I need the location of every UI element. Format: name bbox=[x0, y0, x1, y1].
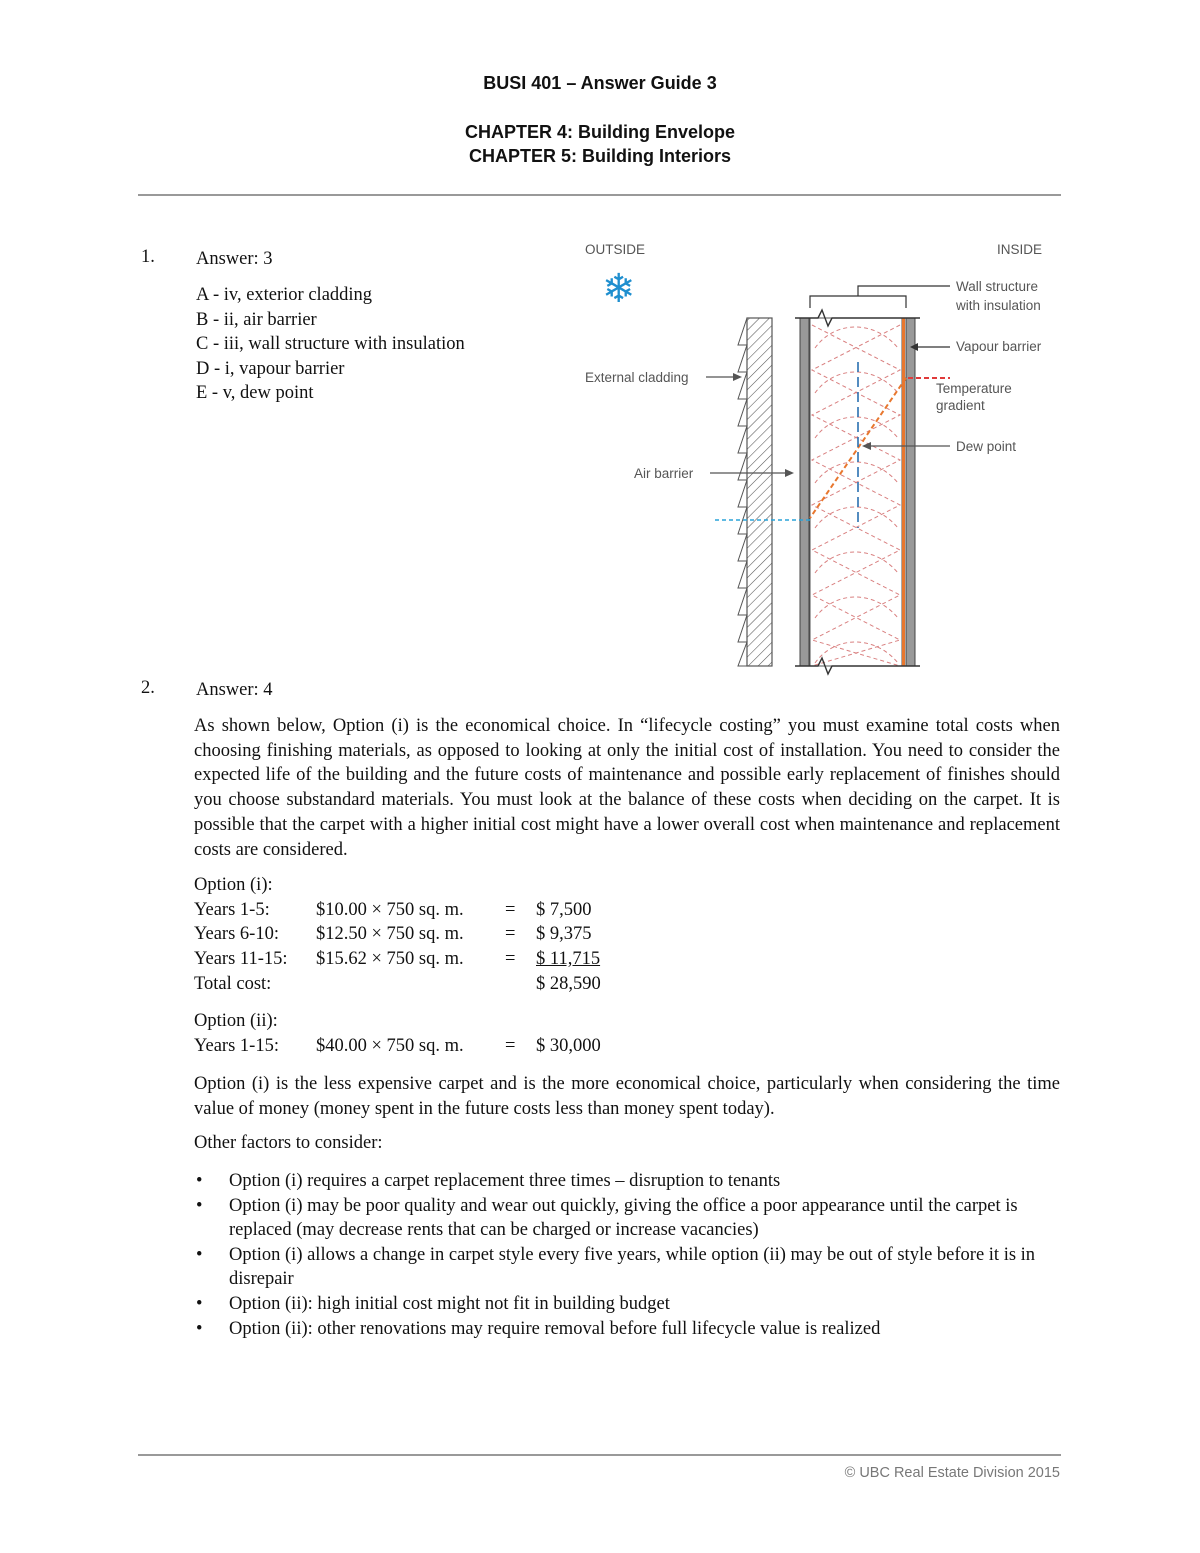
match-item: A - iv, exterior cladding bbox=[196, 285, 373, 305]
wall-structure-label: Wall structure bbox=[956, 279, 1039, 294]
wall-structure-leader bbox=[858, 286, 950, 296]
vapour-barrier-layer bbox=[902, 318, 905, 666]
question-1-number: 1. bbox=[141, 247, 155, 267]
equals-cell: = bbox=[505, 1036, 516, 1056]
question-2-answer: Answer: 4 bbox=[196, 680, 273, 700]
option-1-label: Option (i): bbox=[194, 875, 273, 895]
option-2-label: Option (ii): bbox=[194, 1011, 278, 1031]
amount-cell: $ 30,000 bbox=[536, 1036, 601, 1056]
header-divider bbox=[138, 194, 1061, 196]
inside-label: INSIDE bbox=[997, 242, 1043, 257]
calc-cell: $10.00 × 750 sq. m. bbox=[316, 900, 464, 920]
list-item: • Option (i) allows a change in carpet style every five years, while option (ii) may be out of style before it is in disrepair bbox=[194, 1243, 1060, 1292]
equals-cell: = bbox=[505, 900, 516, 920]
wall-structure-bracket bbox=[810, 296, 906, 308]
building-envelope-diagram bbox=[570, 230, 1070, 680]
list-item: • Option (ii): other renovations may require removal before full lifecycle value is realized bbox=[194, 1317, 1060, 1342]
air-barrier-label: Air barrier bbox=[634, 466, 694, 481]
amount-cell: $ 7,500 bbox=[536, 900, 592, 920]
match-item: E - v, dew point bbox=[196, 383, 314, 404]
temperature-gradient-label: Temperature bbox=[936, 381, 1012, 396]
years-cell: Years 1-5: bbox=[194, 900, 270, 920]
other-factors-list bbox=[194, 1169, 1060, 1341]
years-cell: Years 11-15: bbox=[194, 949, 288, 969]
match-item: B - ii, air barrier bbox=[196, 309, 317, 330]
question-1-matches bbox=[196, 283, 465, 406]
snowflake-icon: ❄ bbox=[602, 266, 636, 312]
footer-copyright: © UBC Real Estate Division 2015 bbox=[844, 1465, 1060, 1481]
list-item: • Option (ii): high initial cost might not fit in building budget bbox=[194, 1292, 1060, 1317]
air-barrier-layer bbox=[800, 318, 809, 666]
air-barrier-arrowhead bbox=[785, 469, 794, 477]
equals-cell: = bbox=[505, 949, 516, 969]
question-1-answer: Answer: 3 bbox=[196, 249, 273, 269]
match-item: D - i, vapour barrier bbox=[196, 358, 345, 379]
match-item: C - iii, wall structure with insulation bbox=[196, 334, 465, 355]
lifecycle-paragraph: As shown below, Option (i) is the economical choice. In “lifecycle costing” you must examine total costs when choosing finishing materials, as opposed to looking at only the initial cost of installation. You need to consider the expected life of the building and the future costs of maintenance and possible early replacement of finishes should you choose substandard materials. You must look at the balance of these costs when deciding on the carpet. It is possible that the carpet with a higher initial cost might have a lower overall cost when maintenance and replacement costs are considered. bbox=[194, 716, 1060, 860]
conclusion-paragraph: Option (i) is the less expensive carpet and is the more economical choice, particularly when considering the time value of money (money spent in the future costs less than money spent today). bbox=[194, 1074, 1060, 1119]
chapter-5-heading: CHAPTER 5: Building Interiors bbox=[468, 146, 731, 166]
equals-cell: = bbox=[505, 924, 516, 944]
question-2-number: 2. bbox=[141, 678, 155, 698]
interior-board bbox=[906, 318, 915, 666]
calc-cell: $12.50 × 750 sq. m. bbox=[316, 924, 464, 944]
wall-structure-label-2: with insulation bbox=[956, 298, 1041, 313]
calc-cell: $15.62 × 750 sq. m. bbox=[316, 949, 464, 969]
amount-cell: $ 9,375 bbox=[536, 924, 592, 944]
list-item: • Option (i) requires a carpet replacement three times – disruption to tenants bbox=[194, 1169, 1060, 1194]
outside-label: OUTSIDE bbox=[585, 242, 646, 257]
footer-divider bbox=[138, 1454, 1061, 1456]
years-cell: Years 6-10: bbox=[194, 924, 279, 944]
other-factors-heading: Other factors to consider: bbox=[194, 1133, 383, 1153]
calc-cell: $40.00 × 750 sq. m. bbox=[316, 1036, 464, 1056]
vapour-barrier-label: Vapour barrier bbox=[956, 339, 1042, 354]
external-cladding bbox=[747, 318, 772, 666]
document-title: BUSI 401 – Answer Guide 3 bbox=[483, 73, 717, 93]
external-cladding-label: External cladding bbox=[585, 370, 689, 385]
amount-cell: $ 11,715 bbox=[536, 949, 601, 969]
list-item: • Option (i) may be poor quality and wear out quickly, giving the office a poor appearance until the carpet is replaced (may decrease rents that can be charged or increase vacancies) bbox=[194, 1194, 1060, 1243]
temperature-gradient-label-2: gradient bbox=[936, 398, 985, 413]
external-cladding-arrowhead bbox=[733, 373, 742, 381]
total-amount: $ 28,590 bbox=[536, 974, 601, 994]
chapter-4-heading: CHAPTER 4: Building Envelope bbox=[464, 122, 736, 142]
insulation-cavity bbox=[810, 318, 902, 666]
external-cladding-shingles bbox=[738, 318, 747, 666]
dew-point-label: Dew point bbox=[956, 439, 1017, 454]
years-cell: Years 1-15: bbox=[194, 1036, 279, 1056]
total-label: Total cost: bbox=[194, 974, 272, 994]
